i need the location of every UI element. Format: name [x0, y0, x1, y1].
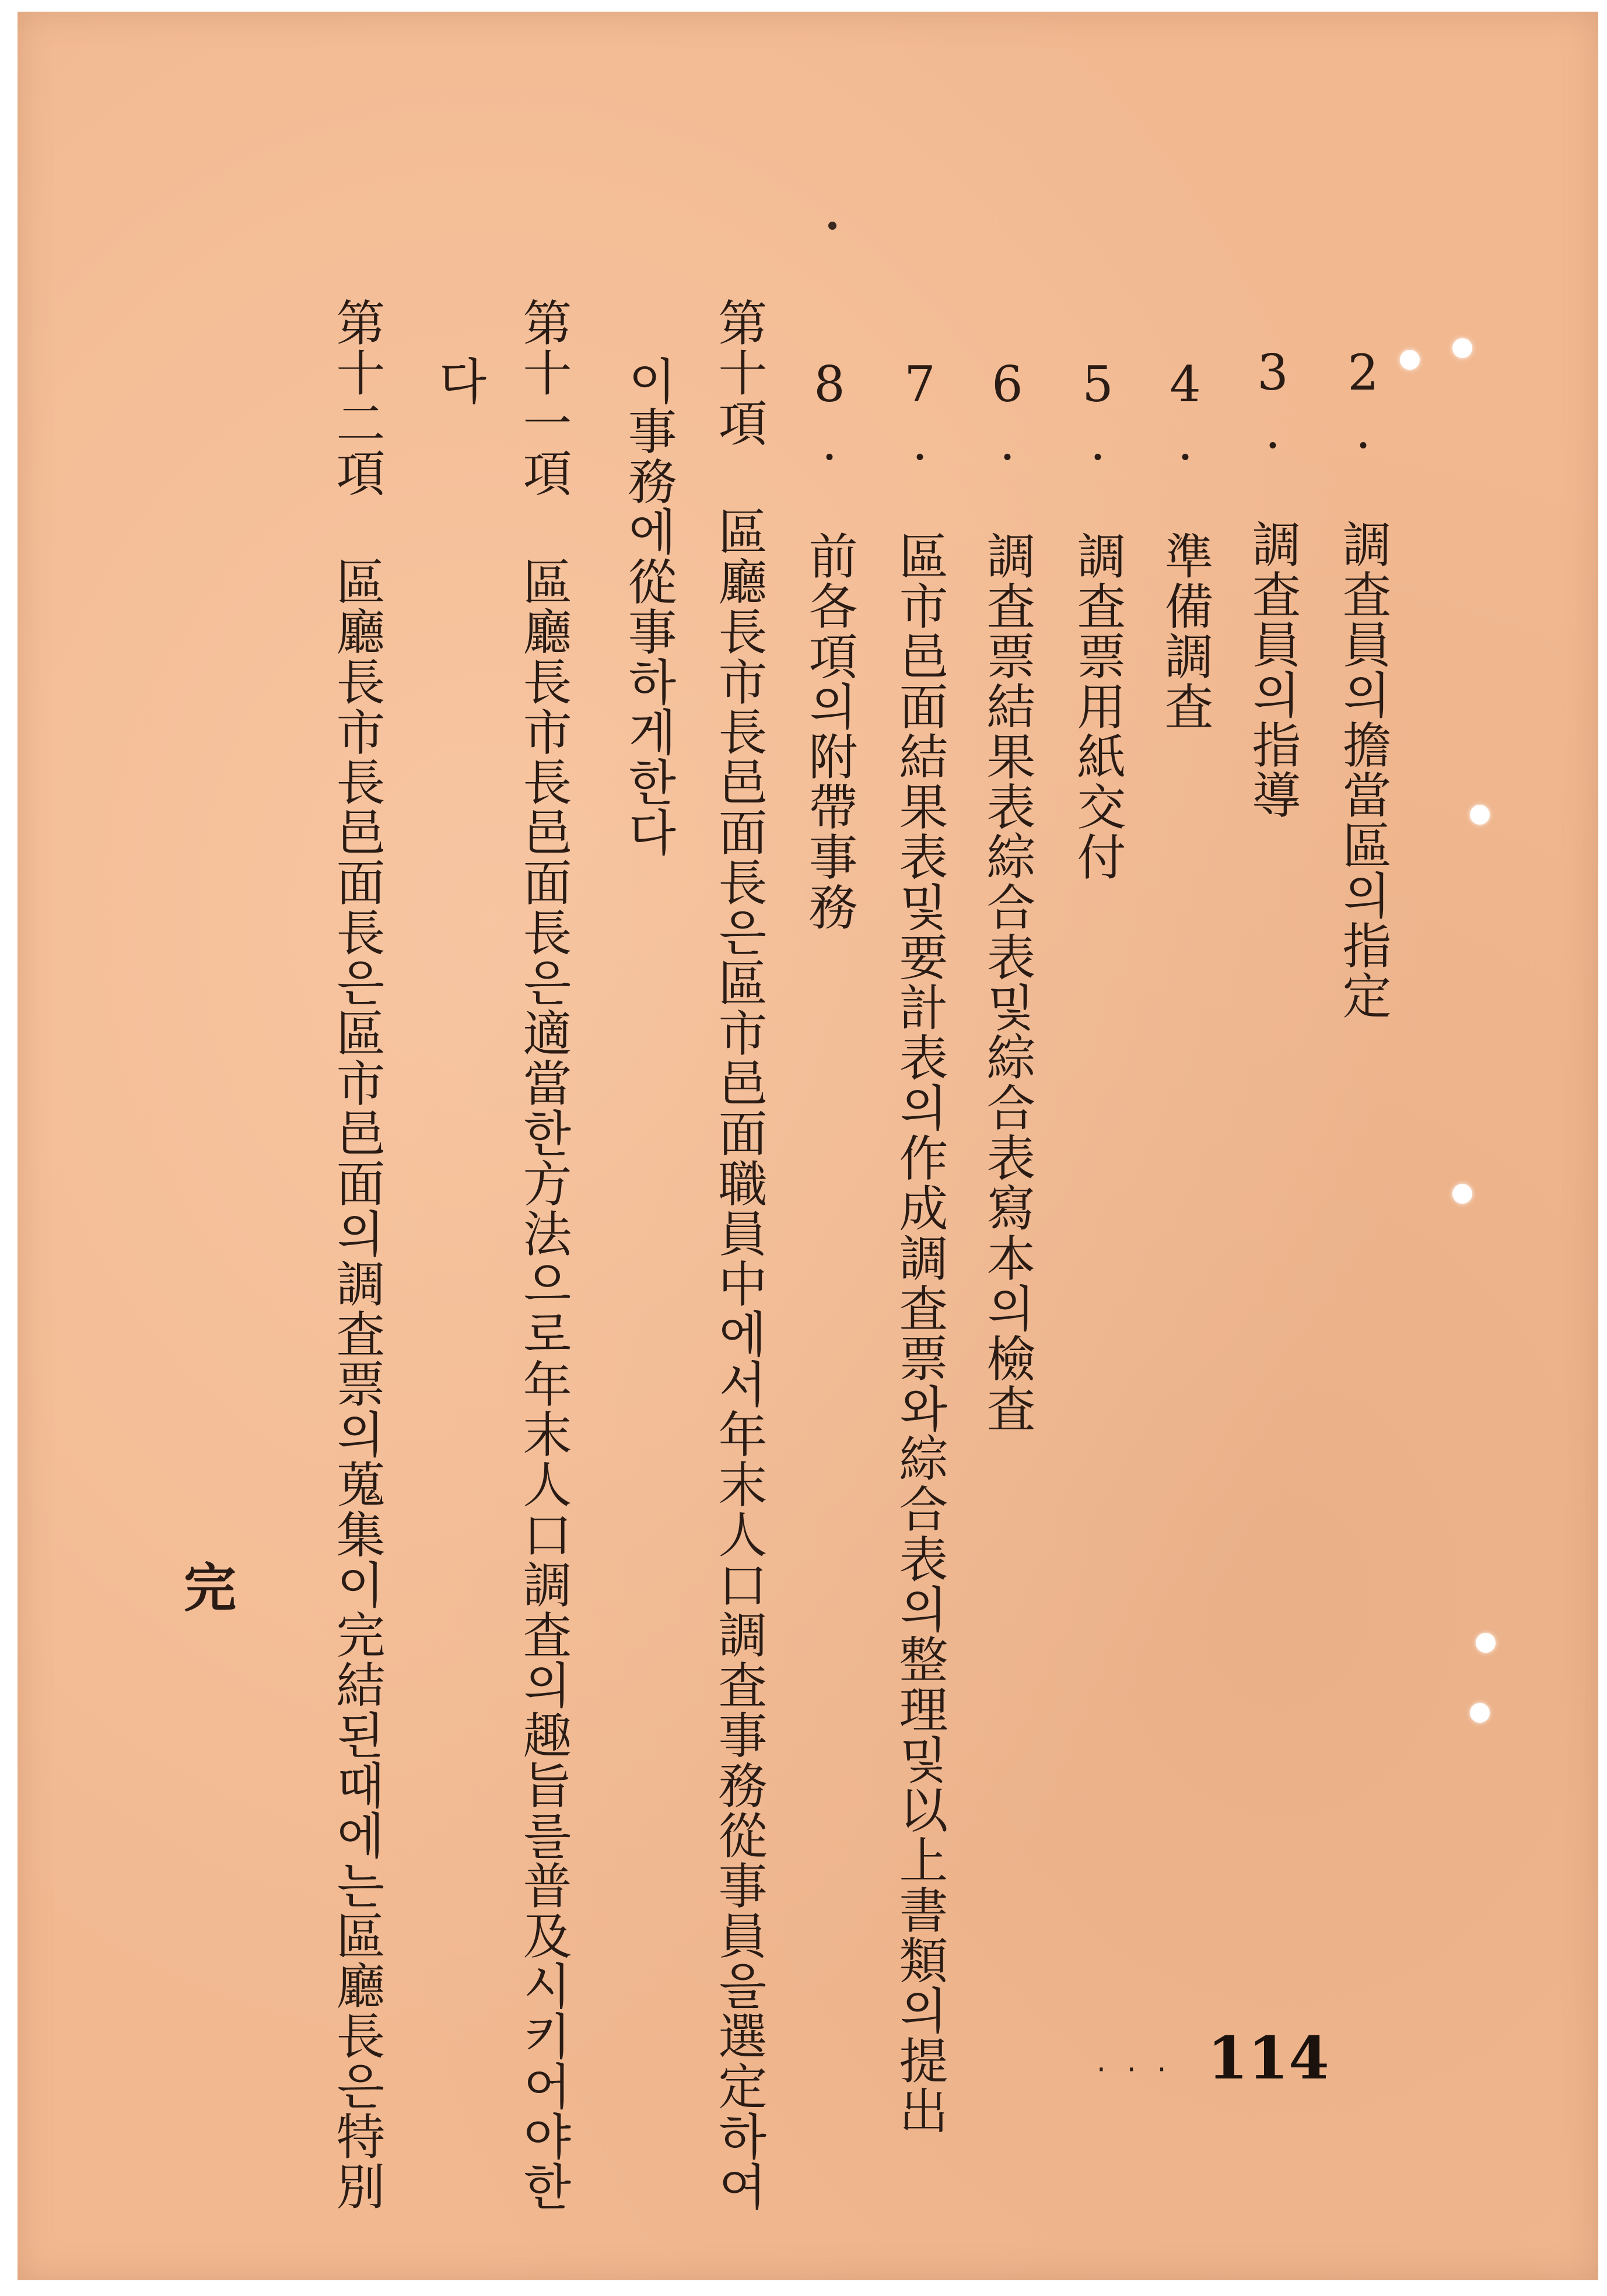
punch-hole — [1452, 1184, 1472, 1204]
list-item-4: 4. 準備調査 — [1157, 356, 1214, 731]
punch-hole — [1452, 338, 1472, 358]
list-item-8: 8. 前各項의附帶事務 — [801, 356, 858, 932]
punch-hole — [1470, 1703, 1490, 1723]
list-item-3: 3. 調査員의指導 — [1244, 344, 1301, 820]
article-11-line-2: 다 — [430, 356, 488, 406]
end-mark: 完 — [184, 1557, 236, 1619]
ink-speck — [828, 222, 836, 230]
list-item-6: 6. 調査票結果表綜合表및綜合表寫本의檢査 — [979, 356, 1036, 1433]
page-number: 114 — [1207, 2024, 1329, 2092]
list-item-7: 7. 區市邑面結果表및要計表의作成調査票와綜合表의整理및以上書類의提出 — [891, 356, 948, 2136]
list-item-2: 2. 調査員의擔當區의指定 — [1335, 344, 1392, 1021]
punch-hole — [1470, 805, 1490, 825]
list-item-5: 5. 調査票用紙交付 — [1069, 356, 1126, 882]
article-11-line-1: 第十一項 區廳長市長邑面長은適當한方法으로年末人口調査의趣旨를普及시키어야한 — [515, 297, 572, 2211]
article-12-line-1: 第十二項 區廳長市長邑面長은區市邑面의調査票의蒐集이完結된때에는區廳長은特別 — [328, 297, 386, 2211]
article-10-line-2: 이事務에從事하게한다 — [620, 356, 677, 857]
punch-hole — [1476, 1633, 1496, 1653]
punch-hole — [1400, 350, 1420, 370]
document-page — [17, 12, 1598, 2280]
page-number-dots: · · · — [1097, 2053, 1172, 2087]
article-10-line-1: 第十項 區廳長市長邑面長은區市邑面職員中에서年末人口調査事務從事員을選定하여 — [710, 297, 768, 2211]
